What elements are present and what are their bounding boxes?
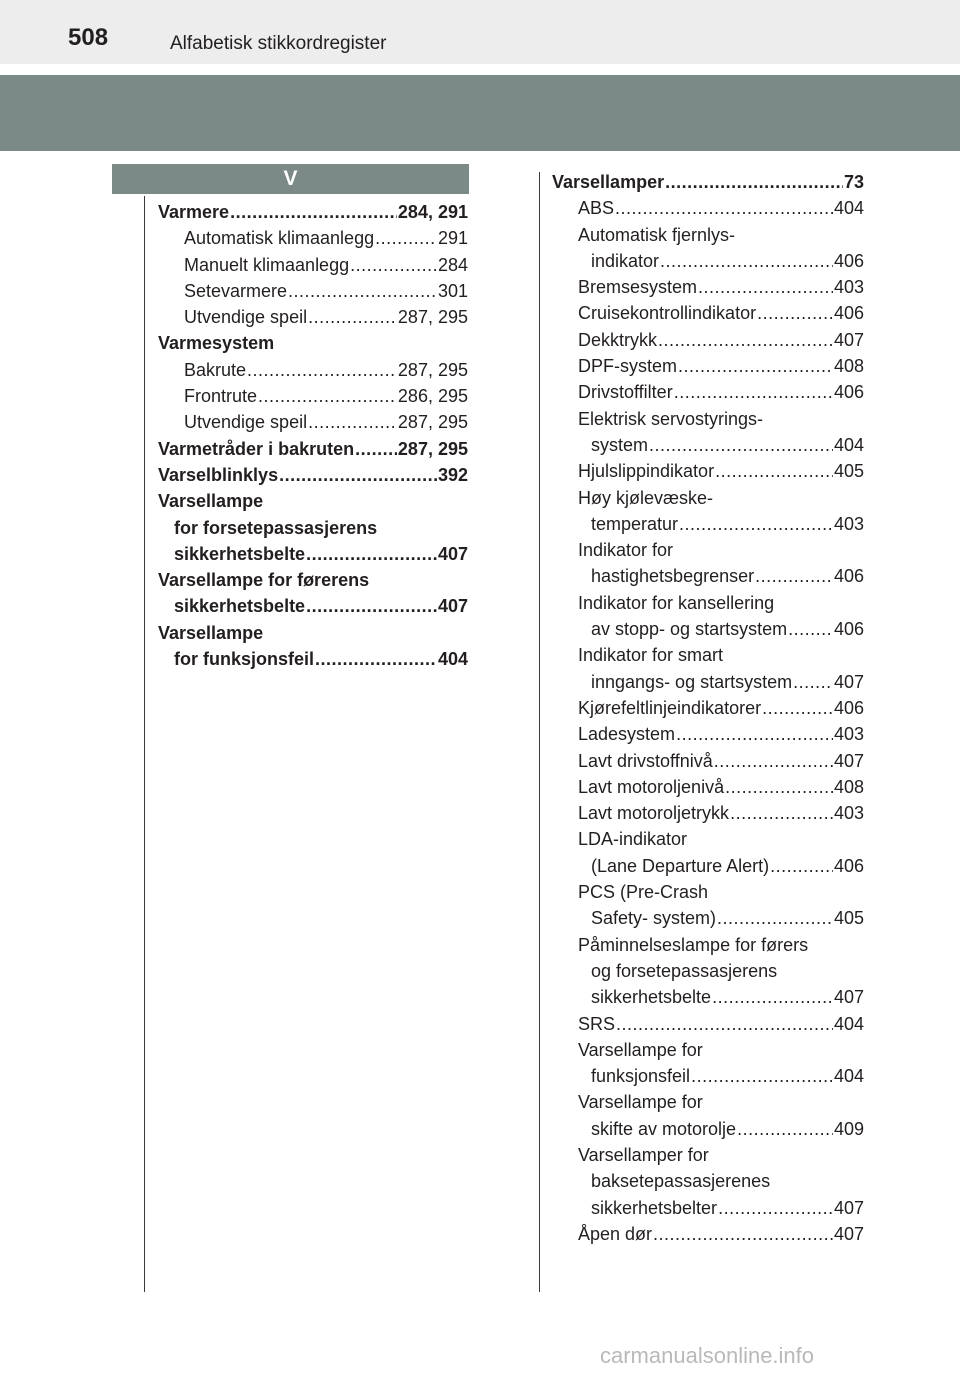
index-entry-pages: 403	[833, 277, 864, 298]
dot-leader	[665, 169, 843, 195]
index-entry-pages: 73	[843, 172, 864, 192]
dot-leader	[788, 616, 833, 642]
index-entry	[552, 774, 864, 800]
index-entry-term: Varmere	[158, 202, 230, 222]
index-entry-term: Automatisk klimaanlegg	[184, 228, 375, 249]
index-entry	[552, 748, 864, 774]
index-entry	[552, 537, 864, 563]
index-entry-term: Drivstoffilter	[578, 382, 673, 403]
index-entry	[552, 1089, 864, 1115]
index-entry-pages: 392	[437, 464, 468, 485]
index-entry	[552, 406, 864, 432]
index-entry-term: baksetepassasjerenes	[591, 1171, 771, 1192]
index-entry	[552, 300, 864, 326]
dot-leader	[793, 669, 833, 695]
index-entry-term: Indikator for smart	[578, 645, 724, 666]
page-title: Alfabetisk stikkordregister	[170, 33, 387, 54]
dot-leader	[755, 563, 833, 589]
index-entry	[552, 590, 864, 616]
index-entry	[552, 511, 864, 537]
page-header	[0, 0, 960, 64]
index-entry-term: Varselblinklys	[158, 464, 279, 485]
index-entry-pages: 407	[833, 987, 864, 1008]
index-entry-term: Elektrisk servostyrings-	[578, 408, 764, 429]
index-entry	[158, 225, 468, 251]
index-entry	[552, 169, 864, 195]
index-entry-term: skifte av motorolje	[591, 1118, 737, 1139]
index-entry-term: Lavt motoroljetrykk	[578, 803, 730, 824]
index-entry-term: Setevarmere	[184, 280, 288, 301]
index-entry-term: Utvendige speil	[184, 412, 308, 433]
dot-leader	[350, 252, 437, 278]
index-entry	[158, 593, 468, 619]
index-entry	[552, 984, 864, 1010]
index-entry-pages: 403	[833, 724, 864, 745]
index-entry	[552, 327, 864, 353]
index-entry-pages: 286, 295	[397, 386, 468, 407]
dot-leader	[737, 1116, 833, 1142]
index-entry-pages: 406	[833, 382, 864, 403]
index-entry-term: Varsellampe for	[578, 1039, 703, 1060]
index-entry-pages: 408	[833, 776, 864, 797]
index-entry-pages: 403	[833, 803, 864, 824]
index-entry	[552, 826, 864, 852]
index-entry	[158, 357, 468, 383]
index-entry-term: Lavt drivstoffnivå	[578, 750, 713, 771]
index-entry	[158, 515, 468, 541]
index-entry	[158, 646, 468, 672]
index-entry	[158, 330, 468, 356]
dot-leader	[698, 274, 833, 300]
dot-leader	[288, 278, 437, 304]
index-entry	[158, 567, 468, 593]
index-entry-pages: 407	[437, 543, 468, 564]
dot-leader	[715, 458, 833, 484]
index-entry-term: Høy kjølevæske-	[578, 487, 714, 508]
dot-leader	[674, 379, 833, 405]
index-entry	[552, 1168, 864, 1194]
index-entry-pages: 407	[437, 596, 468, 617]
index-entry	[552, 1221, 864, 1247]
index-entry-term: Påminnelseslampe for førers	[578, 934, 809, 955]
dot-leader	[676, 721, 833, 747]
index-entry	[552, 485, 864, 511]
index-entry	[158, 304, 468, 330]
index-entry	[552, 1063, 864, 1089]
dot-leader	[714, 748, 833, 774]
index-entry-term: Automatisk fjernlys-	[578, 224, 736, 245]
index-entry-term: Varsellamper	[552, 172, 665, 192]
dot-leader	[375, 225, 437, 251]
index-entry-term: Ladesystem	[578, 724, 676, 745]
index-entry-pages: 404	[833, 1013, 864, 1034]
index-entry-term: hastighetsbegrenser	[591, 566, 755, 587]
index-entry-term: Frontrute	[184, 386, 258, 407]
index-entry	[552, 353, 864, 379]
index-entry	[552, 642, 864, 668]
index-entry-pages: 284, 291	[397, 202, 468, 222]
index-entry	[552, 932, 864, 958]
index-entry-term: Varmesystem	[158, 333, 275, 354]
dot-leader	[762, 695, 833, 721]
index-entry	[552, 1195, 864, 1221]
index-entry	[552, 222, 864, 248]
index-entry-pages: 405	[833, 461, 864, 482]
index-entry-term: Manuelt klimaanlegg	[184, 254, 350, 275]
dot-leader	[247, 357, 397, 383]
index-entry-term: Varsellampe for	[578, 1092, 703, 1113]
dot-leader	[712, 984, 833, 1010]
index-entry-term: Utvendige speil	[184, 307, 308, 328]
index-entry	[552, 1142, 864, 1168]
index-entry-term: Varsellampe	[158, 622, 264, 643]
index-entry-term: Varsellamper for	[578, 1144, 709, 1165]
dot-leader	[230, 199, 397, 225]
dot-leader	[616, 1011, 833, 1037]
section-letter-header: V	[112, 164, 469, 194]
index-entry-term: Dekktrykk	[578, 329, 658, 350]
index-entry-term: for forsetepassasjerens	[174, 517, 378, 538]
dot-leader	[770, 853, 833, 879]
index-entry-pages: 404	[833, 198, 864, 219]
index-entry-term: DPF-system	[578, 356, 677, 377]
index-entry	[552, 1037, 864, 1063]
index-entry	[158, 383, 468, 409]
index-entry	[552, 669, 864, 695]
index-entry-term: sikkerhetsbelte	[174, 543, 306, 564]
dot-leader	[308, 409, 397, 435]
index-entry	[158, 436, 468, 462]
index-entry	[552, 274, 864, 300]
index-entry-pages: 287, 295	[397, 412, 468, 433]
dot-leader	[649, 432, 833, 458]
index-entry-pages: 409	[833, 1118, 864, 1139]
index-entry	[552, 958, 864, 984]
index-entry-pages: 406	[833, 250, 864, 271]
index-entry-term: SRS	[578, 1013, 616, 1034]
index-entry-pages: 405	[833, 908, 864, 929]
index-entry-term: Varsellampe for førerens	[158, 570, 370, 591]
index-entry-term: PCS (Pre-Crash	[578, 882, 709, 903]
dot-leader	[355, 436, 397, 462]
index-entry-pages: 406	[833, 697, 864, 718]
index-entry-term: Lavt motoroljenivå	[578, 776, 725, 797]
index-entry-term: (Lane Departure Alert)	[591, 855, 770, 876]
index-entry-pages: 403	[833, 513, 864, 534]
index-entry-term: Cruisekontrollindikator	[578, 303, 757, 324]
dot-leader	[717, 905, 833, 931]
index-entry-pages: 407	[833, 329, 864, 350]
index-entry	[158, 620, 468, 646]
index-entry	[552, 1116, 864, 1142]
index-entry	[552, 458, 864, 484]
index-entry	[552, 695, 864, 721]
index-entry-term: Varsellampe	[158, 491, 264, 512]
index-entry-pages: 407	[833, 671, 864, 692]
index-entry-term: LDA-indikator	[578, 829, 688, 850]
index-entry-term: Bremsesystem	[578, 277, 698, 298]
index-entry-pages: 407	[833, 750, 864, 771]
dot-leader	[306, 593, 437, 619]
dot-leader	[315, 646, 437, 672]
dot-leader	[718, 1195, 833, 1221]
index-entry-term: sikkerhetsbelter	[591, 1197, 718, 1218]
index-entry-term: Indikator for kansellering	[578, 592, 775, 613]
index-entry-pages: 404	[833, 1066, 864, 1087]
dot-leader	[615, 195, 833, 221]
watermark: carmanualsonline.info	[600, 1343, 815, 1368]
dot-leader	[757, 300, 833, 326]
index-entry	[552, 905, 864, 931]
dot-leader	[678, 353, 833, 379]
index-entry-pages: 291	[437, 228, 468, 249]
header-banner	[0, 75, 960, 151]
index-entry-pages: 404	[833, 434, 864, 455]
index-entry-term: indikator	[591, 250, 660, 271]
index-entry-term: og forsetepassasjerens	[591, 960, 778, 981]
index-entry-term: funksjonsfeil	[591, 1066, 691, 1087]
index-entry-pages: 287, 295	[397, 438, 468, 459]
index-entry-pages: 287, 295	[397, 307, 468, 328]
index-entry	[552, 248, 864, 274]
index-entry	[552, 721, 864, 747]
index-entry-pages: 406	[833, 855, 864, 876]
index-entry-pages: 404	[437, 649, 468, 670]
index-entry	[552, 800, 864, 826]
index-entry	[552, 1011, 864, 1037]
index-column-right	[552, 169, 864, 1247]
index-entry	[158, 488, 468, 514]
index-entry-pages: 406	[833, 566, 864, 587]
index-entry-pages: 287, 295	[397, 359, 468, 380]
index-entry	[158, 541, 468, 567]
index-entry-pages: 301	[437, 280, 468, 301]
index-entry-term: Safety- system)	[591, 908, 717, 929]
index-entry-term: Hjulslippindikator	[578, 461, 715, 482]
index-entry	[158, 462, 468, 488]
dot-leader	[258, 383, 397, 409]
index-entry	[552, 432, 864, 458]
index-entry-term: Kjørefeltlinjeindikatorer	[578, 697, 762, 718]
index-entry-pages: 407	[833, 1223, 864, 1244]
index-entry-pages: 406	[833, 303, 864, 324]
index-entry-term: Bakrute	[184, 359, 247, 380]
index-entry-term: Varmetråder i bakruten	[158, 438, 355, 459]
index-entry	[552, 879, 864, 905]
index-entry-pages: 407	[833, 1197, 864, 1218]
index-entry-term: sikkerhetsbelte	[591, 987, 712, 1008]
index-entry	[552, 563, 864, 589]
index-entry-term: Åpen dør	[578, 1223, 653, 1244]
dot-leader	[725, 774, 833, 800]
index-entry-term: av stopp- og startsystem	[591, 619, 788, 640]
index-entry-term: ABS	[578, 198, 615, 219]
index-entry	[552, 195, 864, 221]
index-entry-term: sikkerhetsbelte	[174, 596, 306, 617]
index-entry-pages: 284	[437, 254, 468, 275]
dot-leader	[691, 1063, 833, 1089]
index-entry	[158, 252, 468, 278]
left-column-rule	[144, 196, 145, 1292]
dot-leader	[308, 304, 397, 330]
index-entry-term: inngangs- og startsystem	[591, 671, 793, 692]
index-entry	[552, 379, 864, 405]
dot-leader	[730, 800, 833, 826]
middle-column-rule	[539, 172, 540, 1292]
dot-leader	[306, 541, 437, 567]
index-entry-pages: 408	[833, 356, 864, 377]
index-entry-term: temperatur	[591, 513, 679, 534]
index-entry	[158, 199, 468, 225]
index-entry	[158, 278, 468, 304]
index-entry-pages: 406	[833, 619, 864, 640]
index-entry-term: Indikator for	[578, 540, 674, 561]
index-entry	[552, 616, 864, 642]
index-entry-term: system	[591, 434, 649, 455]
index-entry	[552, 853, 864, 879]
dot-leader	[679, 511, 833, 537]
dot-leader	[660, 248, 833, 274]
index-column-left	[158, 199, 468, 672]
page-number: 508	[68, 24, 109, 51]
index-entry	[158, 409, 468, 435]
dot-leader	[653, 1221, 833, 1247]
dot-leader	[658, 327, 833, 353]
index-entry-term: for funksjonsfeil	[174, 649, 315, 670]
dot-leader	[279, 462, 437, 488]
